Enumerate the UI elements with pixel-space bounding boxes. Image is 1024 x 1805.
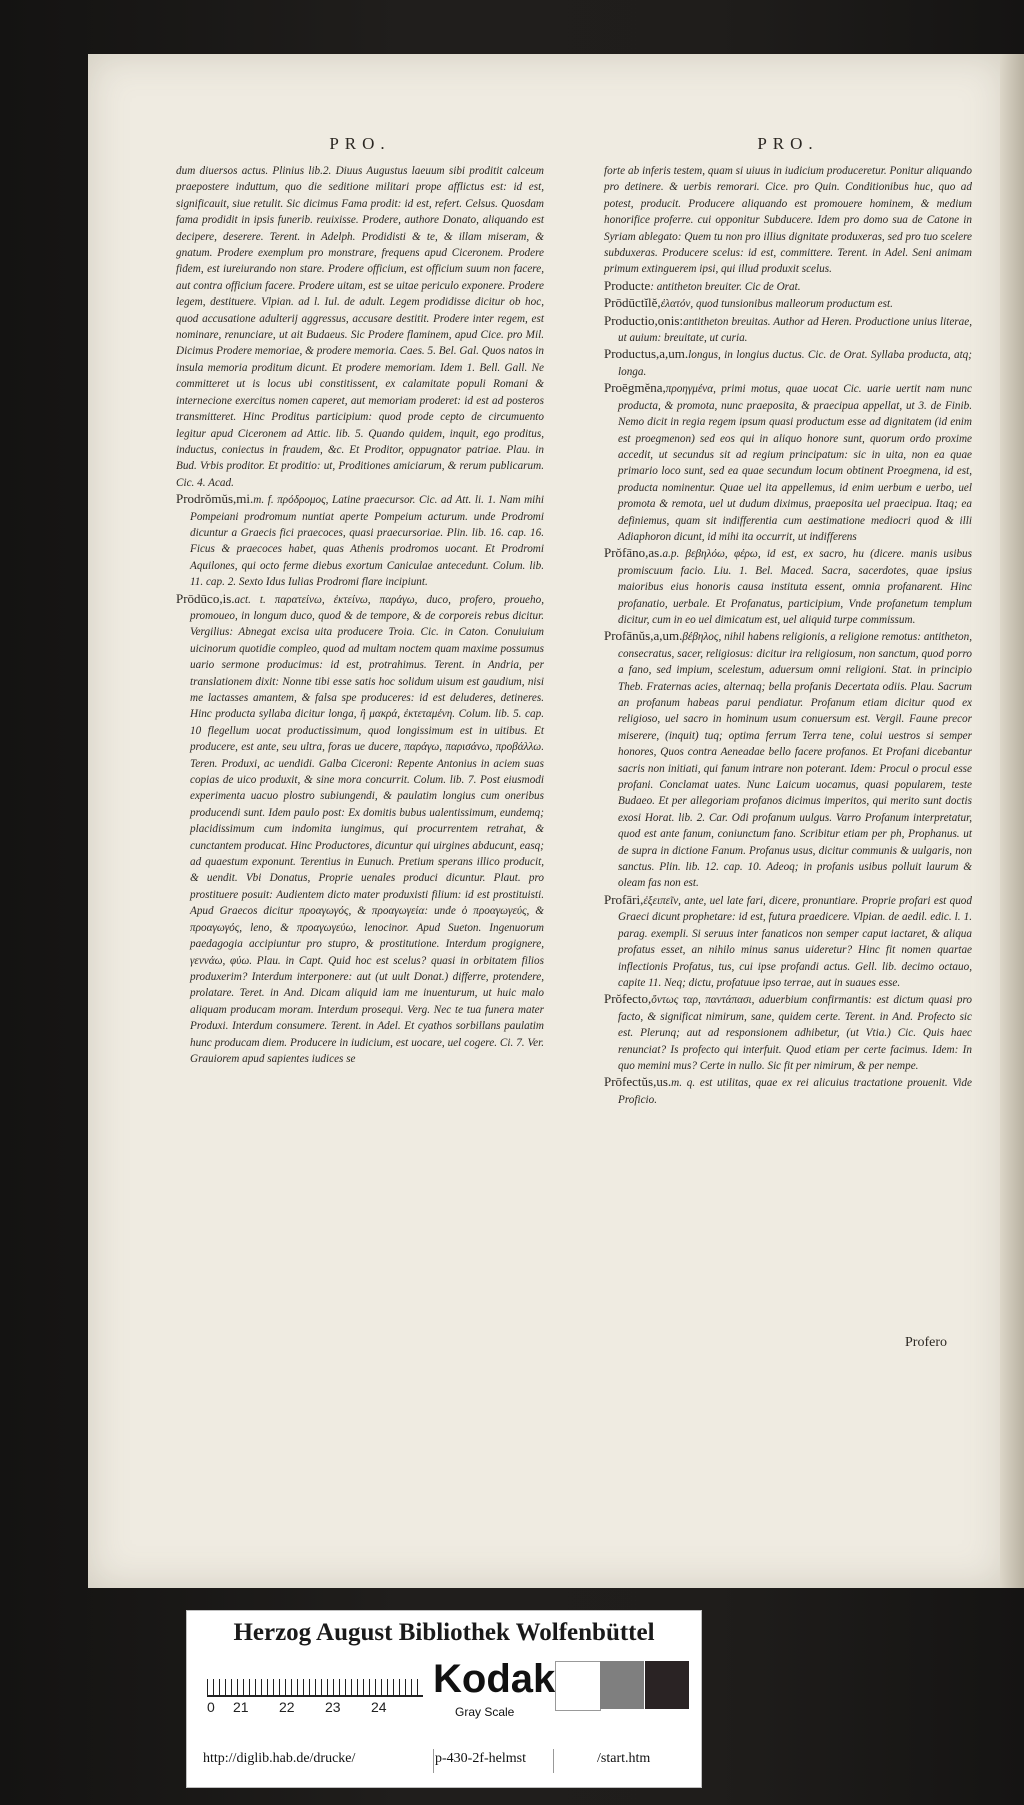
entry-text: ἐλατόν, quod tunsionibus malleorum productum est. xyxy=(660,298,893,311)
dictionary-entry xyxy=(604,313,972,347)
entry-lemma: Profānŭs,a,um. xyxy=(604,628,683,644)
entry-text: antitheton breuitas. Author ad Heren. Productione unius literae, ut auium: breuitate, ut curia. xyxy=(618,315,972,345)
gray-patch-black xyxy=(645,1661,689,1709)
dictionary-entry xyxy=(604,628,972,892)
entry-lemma: Proēgmĕna, xyxy=(604,380,666,396)
running-header-right: PRO. xyxy=(757,134,819,153)
entry-lemma: Productus,a,um. xyxy=(604,346,689,362)
color-target-card xyxy=(186,1610,702,1788)
ruler-number: 22 xyxy=(279,1699,295,1715)
entry-text: ἐξειπεῖν, ante, uel late fari, dicere, pronuntiare. Proprie profari est quod Graeci dicunt prophetare: id est, futura praedicere. Vlpian. de aedil. edic. l. 1. parag. exempli. Si seruus inter fanaticos non semper caput iactaret, & aliqua profatus esset, an nihilo minus sanus uideretur? Hinc fit nomen quartae inflectionis Profatus, tus, cui ipse profandi actus. Gell. lib. decimo octauo, capite 11. Neq; dictu, profatuue ipso terrae, aut in suaues esse. xyxy=(618,894,972,989)
dictionary-entry xyxy=(604,892,972,991)
dictionary-entry xyxy=(604,1074,972,1108)
entry-lemma: Prodrŏmŭs,mi. xyxy=(176,491,254,507)
scale-ruler xyxy=(207,1657,423,1697)
left-column xyxy=(176,163,544,1067)
url-row xyxy=(187,1751,701,1775)
right-column xyxy=(604,163,972,1108)
ruler-number: 21 xyxy=(233,1699,249,1715)
dictionary-entry xyxy=(176,163,544,491)
entry-text: προηγμένα, primi motus, quae uocat Cic. uarie uertit nam nunc producta, & promota, nunc praeposita, & praecipua appellat, ut 3. de Finib. Nemo dicit in regia regem ipsum quasi productum esse ad dignitatem (id enim est proegmenon) sed eos qui in aliquo honore sunt, quorum ordo proxime accedit, ut secundus sit ad regium principatum: sic in uita, non ea quae primario loco sunt, sed ea quae secundum locum obtinent Proegmena, id est, producta nominentur. Quae uel ita appellemus, id enim uerbum e uerbo, uel promota & remota, uel ut dudum diximus, praeposita uel praecipua. Itaq; ea definiemus, quam sit indifferentia cum aestimatione mediocri quod & illi Adiaphoron dicunt, id mihi ita occurrit, ut indifferens xyxy=(618,383,972,543)
gray-scale-label: Gray Scale xyxy=(455,1705,515,1719)
running-header-left: PRO. xyxy=(329,134,391,153)
gray-patch-white xyxy=(555,1661,601,1711)
dictionary-entry xyxy=(176,591,544,1068)
ruler-number: 0 xyxy=(207,1699,215,1715)
entry-text: m. q. est utilitas, quae ex rei alicuius tractatione prouenit. Vide Proficio. xyxy=(618,1077,972,1106)
kodak-logo: Kodak xyxy=(433,1657,556,1701)
url-base: http://diglib.hab.de/drucke/ xyxy=(203,1751,356,1766)
entry-text: ὄντως ταρ, παντάπασι, aduerbium confirmantis: est dictum quasi pro facto, & significat nimirum, sane, quidem certe. Terent. in And. Profecto sic est. Plerunq; aut ad responsionem adhibetur, (ut Vtia.) Cic. Quis haec renunciat? Is profecto qui interfuit. Quod etiam per certe facimus. Idem: In quo memini mus? Certe in nullo. Sic fit per nimirum, & per nempe. xyxy=(618,994,972,1072)
entry-lemma: Prŏfecto, xyxy=(604,991,652,1007)
entry-lemma: Prōfectŭs,us. xyxy=(604,1074,672,1090)
entry-lemma: Productio,onis: xyxy=(604,312,684,328)
entry-lemma: Prŏfāno,as. xyxy=(604,545,663,561)
entry-text: longus, in longius ductus. Cic. de Orat. Syllaba producta, atq; longa. xyxy=(618,349,972,378)
dictionary-entry xyxy=(604,295,972,312)
dictionary-entry xyxy=(604,346,972,380)
dictionary-entry xyxy=(604,163,972,278)
entry-text: m. f. πρόδρομος, Latine praecursor. Cic. ad Att. li. 1. Nam mihi Pompeiani prodromum nuntiat aperte Pompeium acturum. unde Prodromi dicuntur a Graecis fici praecoces, quasi praecursoriae. Plin. lib. 16. cap. 16. Ficus & praecoces habet, quas Athenis prodromos uocant. Et Prodromi Aquilones, qui octo ferme diebus exortum Caniculae antecedunt. Colum. lib. 11. cap. 2. Sexto Idus Iulias Prodromi flare incipiunt. xyxy=(190,494,544,589)
dictionary-entry xyxy=(604,380,972,545)
entry-text: dum diuersos actus. Plinius lib.2. Diuus Augustus laeuum sibi proditit calceum praepostere induttum, quo die seditione militari prope afflictus est: id est, significauit, siue retulit. Sic dicimus Fama prodit: id est, refert. Celsus. Quosdam fama prodidit in ipsis funerib. reuixisse. Prodere, authore Donato, aliquando est decipere, deserere. Terent. in Adelph. Prodidisti & te, & illam miseram, & gnatum. Prodere exemplum pro monstrare, frequens apud Ciceronem. Prodere fidem, est iureiurando non stare. Prodere officium, est officium suum non facere, aut contra officium facere. Prodere uitam, est se uitae periculo exponere. Prodere legem, destituere. Vlpian. ad l. Iul. de adult. Legem prodidisse dicitur ob hoc, quod accusatione adulterij aggressus, accusare destitit. Prodere inter regem, est nominare, renunciare, ut ait Budaeus. Sic Prodere flaminem, apud Cice. pro Mil. Dicimus Prodere memoriae, & prodere memoria. Caes. 5. Bel. Gal. Quos natos in insula memoria proditum dicunt. Et prodere memoriam. Idem 1. Bell. Gall. Ne committeret ut is locus ubi constitissent, ex calamitate populi Romani & internecione exercitus nomen caperet, aut memoriam proderet: id est ad posteros transmitteret. Hinc Proditus participium: quod prode cepto de circumuento legitur apud Ciceronem ad Attic. lib. 5. Quando quidem, inquit, ego proditus, inductus, coniectus in fraudem, &c. Et Proditor, oppugnator patriae. Plau. in Bud. Vrbis proditor. Et proditio: ut, Proditiones amiciarum, & rerum publicarum. Cic. 4. Acad. xyxy=(176,165,544,489)
ruler-number: 23 xyxy=(325,1699,341,1715)
ruler-numbers xyxy=(207,1699,423,1717)
entry-text: act. t. παρατείνω, ἐκτείνω, παράγω, duco, profero, proueho, promoueo, in longum duco, quod & de tempore, & de corporeis rebus dicitur. Vergilius: Abnegat excisa uita producere Troia. Cic. in Caton. Conuiuium uicinorum quotidie compleo, quod ad multam noctem quam maxime possumus uario sermone producimus: id est, protrahimus. Terent. in Andria, per translationem dixit: Nonne tibi esse satis hoc solidum uisum est gaudium, nisi me lactasses amantem, & falsa spe produceres: id est deluderes, detineres. Hinc producta syllaba dicitur longa, ἢ μακρά, ἐκτεταμένη. Colum. lib. 5. cap. 10 flegellum uocat productissimum, quod longissimum est in uitibus. Et producere, est ante, seu ultra, foras ue ducere, παράγω, παρισάνω, προβάλλω. Teren. Produxi, ac uendidi. Galba Ciceroni: Repente Antonius in aciem suas copias de uico produxit, & sine mora concurrit. Colum. lib. 7. Post eiusmodi experimenta uacuo plostro subiungendi, & paulatim longius cum oneribus producendi sunt. Idem paulo post: Ex domitis bubus ualentissimum, eundemq; placidissimum cum indomita iungimus, qui procurrentem retrahat, & cunctantem producat. Hinc Productores, dicuntur qui uirgines abducunt, easq; ad quaestum exponunt. Terentius in Eunuch. Pretium sperans illico producit, & uendit. Vbi Donatus, Proprie uenales produci dicuntur. Plaut. pro prostituere posuit: Audientem dicto mater produxisti filium: id est prostituisti. Apud Graecos dicitur προαγωγός, & προαγωγεία: unde ὁ προαγωγεύς, & προαγωγός, leno, & προαγωγεύω, lenocinor. Apud Sueton. Ingenuorum paedagogia accipiuntur pro stupro, & prostitutione. Interdum progignere, γεννάω, φύω. Plau. in Capt. Quid hoc est scelus? quasi in orbitatem filios produxerim? Interdum interponere: aut (ut uult Donat.) differre, protendere, prolatare. Teret. in And. Dicam aliquid iam me inuenturum, ut huic malo aliquam producam moram. Interdum prosequi. Verg. Nec te tua funera mater Produxi. Interdum consumere. Terent. in Adel. Et cyathos sorbillans paulatim hunc producam diem. Producere in iudicium, est uocare, uel cogere. Ci. 7. Ver. Grauiorem apud sapientes iudices se xyxy=(190,593,544,1065)
url-id: p-430-2f-helmst xyxy=(435,1751,526,1766)
entry-lemma: Profāri, xyxy=(604,891,644,907)
gray-patch-mid xyxy=(600,1661,644,1709)
catchword: Profero xyxy=(905,1335,947,1350)
dictionary-entry xyxy=(176,491,544,590)
ruler-number: 24 xyxy=(371,1699,387,1715)
entry-text: βέβηλος, nihil habens religionis, a religione remotus: antitheton, consecratus, sacer, religiosus: dicitur ira religiosum, non sanctum, quod porro a fano, sed impium, scelestum, aduersum omni religioni. Stat. in principio Theb. Fraternas acies, alternaq; bella profanis Decertata odiis. Plau. Sacrum an profanum habeas parui pendiatur. Profanum etiam dicitur quod ex religioso, uel sacro in hominum usum conuersum est. Vergil. Faune precor miserere, (inquit) tuq; optima ferrum Terra tene, colui uestros si semper honores, Quos contra Aeneadae bello facere profanos. Et Profani dicebantur sacris non initiati, qui fanum intrare non poterant. Idem: Procul o procul esse profani. Conclamat uates. Nunc Laicum uocamus, quasi popularem, teste Budaeo. Et per allegoriam profanos dicimus imperitos, qui merito sunt doctis exosi Horat. lib. 2. Car. Odi profanum uulgus. Varro Profanum interpretatur, quod est ante fanum, coniunctum fano. Scribitur etiam per ph, Prophanus. ut de supra in dictione Fanum. Profanus usus, dicitur communis & uulgaris, non sanctus. Plin. lib. 12. cap. 10. Adeoq; in profanis usibus polluit laurum & oleam fas non est. xyxy=(618,631,972,890)
entry-text: forte ab inferis testem, quam si uiuus in iudicium produceretur. Ponitur aliquando pro detinere. & uerbis remorari. Cice. pro Quin. Conditionibus huc, quo ad potest, producit. Producere aliquando est promouere hominem, & medium honorifice proferre. cui opponitur Subducere. Idem pro domo sua de Catone in Syriam ablegato: Quem tu non pro illius dignitate produxeras, sed pro tuo scelere subduxeras. Producere scelus: id est, committere. Terent. in Adel. Seni animam primum extinguerem ipsi, qui illud produxit scelus. xyxy=(604,165,972,276)
entry-lemma: Producte xyxy=(604,277,651,293)
dictionary-entry xyxy=(604,991,972,1074)
entry-text: a.p. βεβηλόω, φέρω, id est, ex sacro, hu (dicere. manis usibus promiscuum facio. Liu. 1. Bel. Maced. Sacra, sacerdotes, quae ipsius maioribus eius honoris causa instituta essent, omnia profanarent. Hinc profanatio, uerbale. Et Profanatus, participium, Vnde profanetum templum dicitur, cum in eo uel dimicatum est, uel aliquid turpe commissum. xyxy=(618,548,972,626)
url-suffix: /start.htm xyxy=(597,1751,651,1766)
dictionary-entry xyxy=(604,545,972,628)
entry-text: : antitheton breuiter. Cic de Orat. xyxy=(650,280,801,293)
library-name: Herzog August Bibliothek Wolfenbüttel xyxy=(233,1619,655,1646)
entry-lemma: Prōdūco,is. xyxy=(176,590,235,606)
page-edge xyxy=(1000,54,1024,1588)
entry-lemma: Prōdūctĭlĕ, xyxy=(604,295,661,311)
dictionary-entry xyxy=(604,278,972,295)
